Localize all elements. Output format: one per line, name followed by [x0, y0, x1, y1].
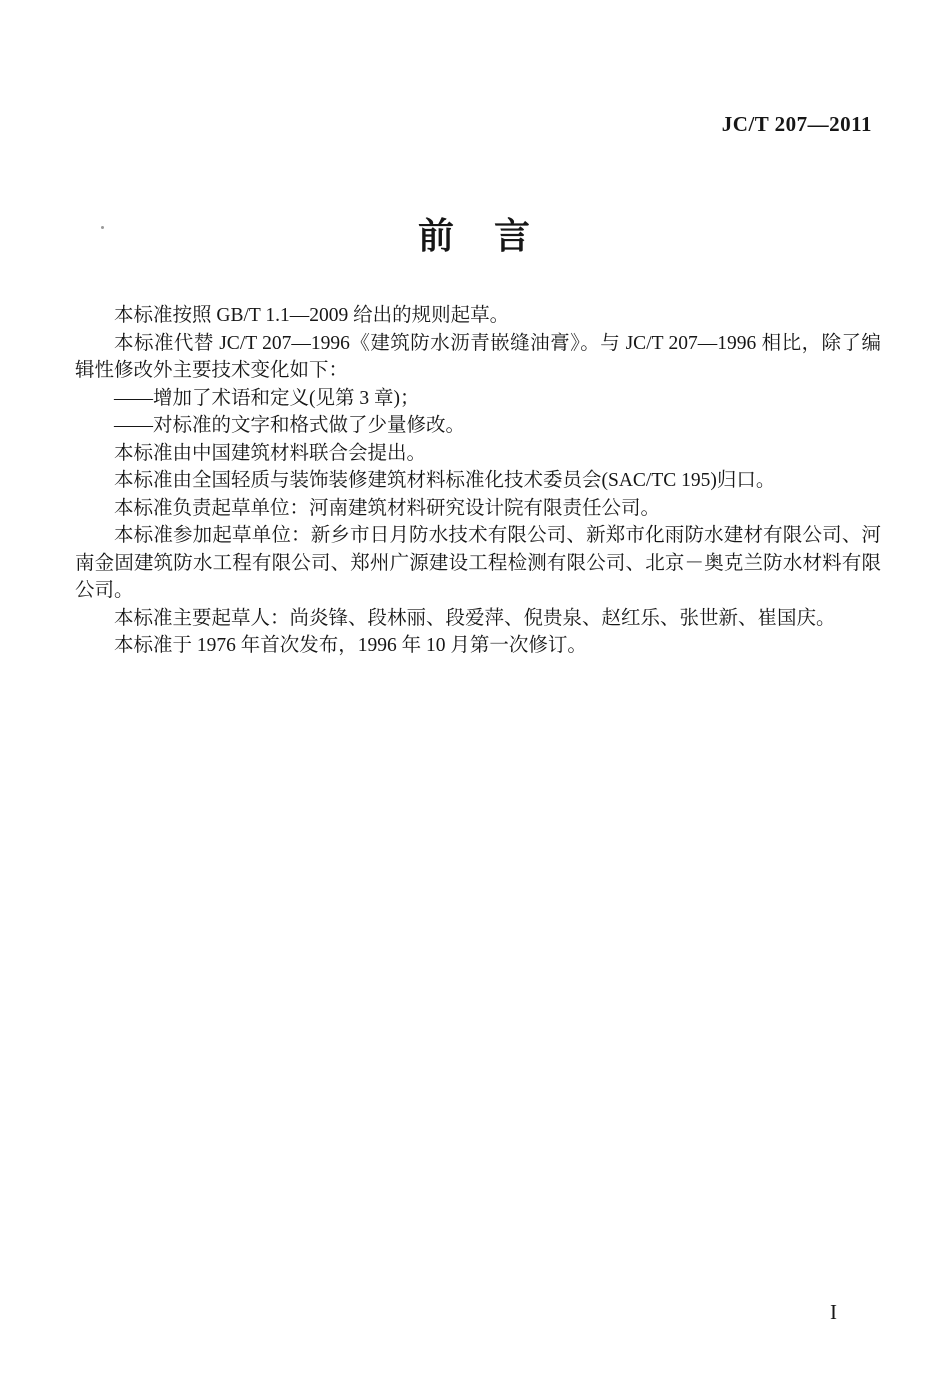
foreword-paragraph: 本标准按照 GB/T 1.1—2009 给出的规则起草。: [114, 305, 510, 326]
foreword-paragraph: 本标准参加起草单位：新乡市日月防水技术有限公司、新郑市化雨防水建材有限公司、河南金固建筑防水工程有限公司、郑州广源建设工程检测有限公司、北京－奥克兰防水材料有限公司。: [75, 525, 881, 601]
foreword-body: [75, 302, 881, 660]
foreword-change-item: ——对标准的文字和格式做了少量修改。: [114, 415, 466, 436]
foreword-paragraph: 本标准由中国建筑材料联合会提出。: [114, 442, 427, 464]
standard-number: JC/T 207—2011: [721, 112, 872, 136]
foreword-change-item: ——增加了术语和定义(见第 3 章)；: [114, 387, 420, 409]
foreword-paragraph: 本标准由全国轻质与装饰装修建筑材料标准化技术委员会(SAC/TC 195)归口。: [114, 470, 776, 491]
foreword-title: 前 言: [417, 216, 532, 256]
foreword-paragraph: 本标准负责起草单位：河南建筑材料研究设计院有限责任公司。: [114, 497, 661, 519]
foreword-paragraph: 本标准于 1976 年首次发布，1996 年 10 月第一次修订。: [114, 635, 587, 656]
foreword-paragraph: 本标准主要起草人：尚炎锋、段林丽、段爱萍、倪贵泉、赵红乐、张世新、崔国庆。: [114, 607, 836, 629]
foreword-paragraph: 本标准代替 JC/T 207—1996《建筑防水沥青嵌缝油膏》。与 JC/T 207—1996 相比，除了编辑性修改外主要技术变化如下：: [75, 332, 881, 381]
page-number: I: [830, 1300, 837, 1324]
